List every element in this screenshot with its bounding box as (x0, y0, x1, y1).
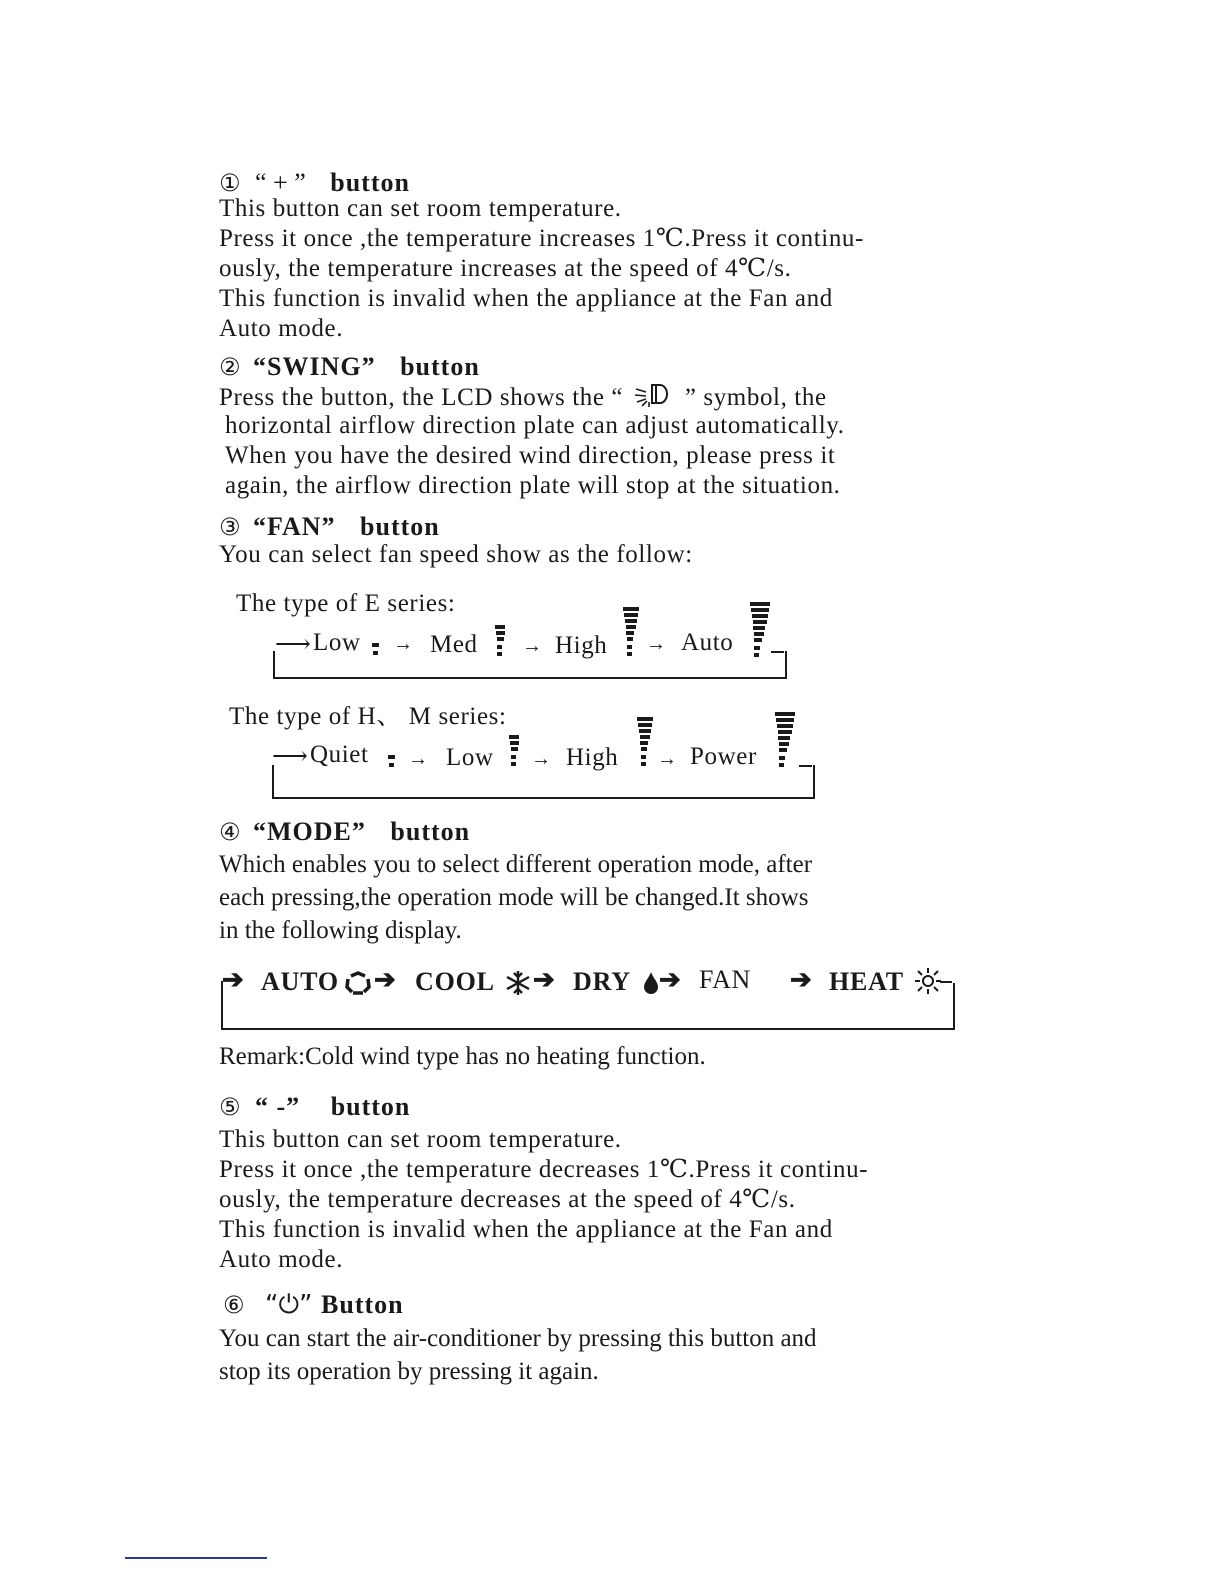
paragraph-line: This function is invalid when the appliance at the Fan and (219, 1216, 833, 1243)
mode-button-heading (219, 816, 470, 848)
fan-step-label: High (555, 632, 608, 659)
fan-speed-bars-3-icon (637, 717, 655, 767)
heading-word: button (400, 352, 480, 381)
fan-step-label: High (566, 744, 619, 771)
power-button-heading (223, 1289, 404, 1321)
mode-label: DRY (573, 967, 631, 996)
swing-icon (630, 381, 672, 409)
paragraph-line: This button can set room temperature. (219, 195, 622, 222)
arrow-icon: ➔ (790, 965, 813, 994)
arrow-icon: ➔ (222, 965, 245, 994)
paragraph-line: This button can set room temperature. (219, 1126, 622, 1153)
fan-speed-bars-3-icon (623, 607, 641, 657)
fan-speed-bars-1-icon (388, 755, 396, 769)
heading-symbol: “ -” (255, 1092, 301, 1121)
mode-label: AUTO (261, 967, 339, 996)
paragraph-line: ously, the temperature decreases at the speed of 4℃/s. (219, 1186, 796, 1213)
fan-step-label: Auto (681, 629, 734, 656)
arrow-icon: ➔ (659, 965, 682, 994)
heading-symbol: “SWING” (253, 352, 376, 381)
heading-word: Button (321, 1290, 404, 1319)
loop-end (771, 651, 784, 653)
fan-speed-bars-4-icon (750, 602, 772, 658)
mode-label: FAN (699, 965, 751, 994)
arrow-icon: ⟶ (275, 631, 312, 658)
arrow-icon: → (657, 748, 678, 770)
sun-heat-icon (914, 967, 942, 995)
paragraph-line: You can start the air-conditioner by pressing this button and (219, 1325, 817, 1352)
auto-mode-icon (344, 970, 372, 996)
heading-word: button (390, 817, 471, 846)
fan-step-label: Low (446, 744, 494, 771)
heading-word: button (360, 512, 440, 541)
fan-step-label: Low (313, 629, 361, 656)
paragraph-line: each pressing,the operation mode will be changed.It shows (219, 884, 809, 911)
heading-word: button (330, 168, 410, 197)
paragraph-line: Press the button, the LCD shows the “ ” symbol, the (219, 381, 827, 413)
loop-end (799, 765, 812, 767)
arrow-icon: ⟶ (272, 743, 309, 770)
fan-button-heading (219, 511, 440, 543)
loop-end (940, 981, 952, 983)
arrow-icon: → (531, 748, 552, 770)
snowflake-icon (503, 969, 533, 997)
paragraph-line: Auto mode. (219, 1246, 344, 1273)
heading-symbol: “MODE” (253, 817, 366, 846)
section-number: ④ (219, 818, 241, 846)
paragraph-line: in the following display. (219, 917, 462, 944)
fan-step-label: Quiet (310, 741, 369, 768)
heading-word: button (330, 1092, 411, 1121)
arrow-icon: ➔ (374, 965, 397, 994)
paragraph-line: again, the airflow direction plate will stop at the situation. (225, 472, 841, 499)
paragraph-line: Which enables you to select different operation mode, after (219, 851, 813, 878)
water-drop-icon (642, 971, 660, 995)
paragraph-line: Press it once ,the temperature decreases 1℃.Press it continu- (219, 1156, 869, 1183)
paragraph-line: When you have the desired wind direction, please press it (225, 442, 836, 469)
arrow-icon: ➔ (533, 965, 556, 994)
fan-step-label: Med (430, 631, 478, 658)
arrow-icon: → (522, 635, 543, 657)
fan-speed-bars-1-icon (372, 643, 380, 657)
heading-symbol: “FAN” (253, 512, 336, 541)
fan-step-label: Power (690, 743, 757, 770)
e-series-title: The type of E series: (236, 590, 456, 617)
h-m-series-title: The type of H、 M series: (229, 703, 507, 730)
paragraph-line: You can select fan speed show as the follow: (219, 541, 693, 568)
paragraph-line: This function is invalid when the appliance at the Fan and (219, 285, 833, 312)
section-number: ② (219, 353, 241, 381)
mode-label: COOL (415, 967, 495, 996)
paragraph-line: Press it once ,the temperature increases 1℃.Press it continu- (219, 225, 864, 252)
arrow-icon: → (646, 633, 667, 655)
arrow-icon: → (393, 633, 414, 655)
paragraph-line: stop its operation by pressing it again. (219, 1358, 599, 1385)
heading-symbol: “ + ” (255, 168, 306, 197)
paragraph-line: horizontal airflow direction plate can adjust automatically. (225, 412, 845, 439)
section-number: ⑤ (219, 1093, 241, 1121)
fan-speed-bars-4-icon (775, 712, 797, 768)
power-icon: “⏻” (265, 1290, 313, 1320)
fan-speed-bars-2-icon (509, 735, 521, 767)
paragraph-line: ously, the temperature increases at the speed of 4℃/s. (219, 255, 792, 282)
section-number: ⑥ (223, 1291, 245, 1319)
footer-rule (125, 1557, 267, 1559)
section-number: ③ (219, 513, 241, 541)
swing-button-heading (219, 351, 480, 383)
remark-text: Remark:Cold wind type has no heating function. (219, 1043, 706, 1070)
mode-label: HEAT (829, 967, 904, 996)
paragraph-line: Auto mode. (219, 315, 344, 342)
section-number: ① (219, 169, 241, 197)
minus-button-heading (219, 1091, 410, 1123)
fan-speed-bars-2-icon (495, 625, 507, 657)
arrow-icon: → (408, 748, 429, 770)
